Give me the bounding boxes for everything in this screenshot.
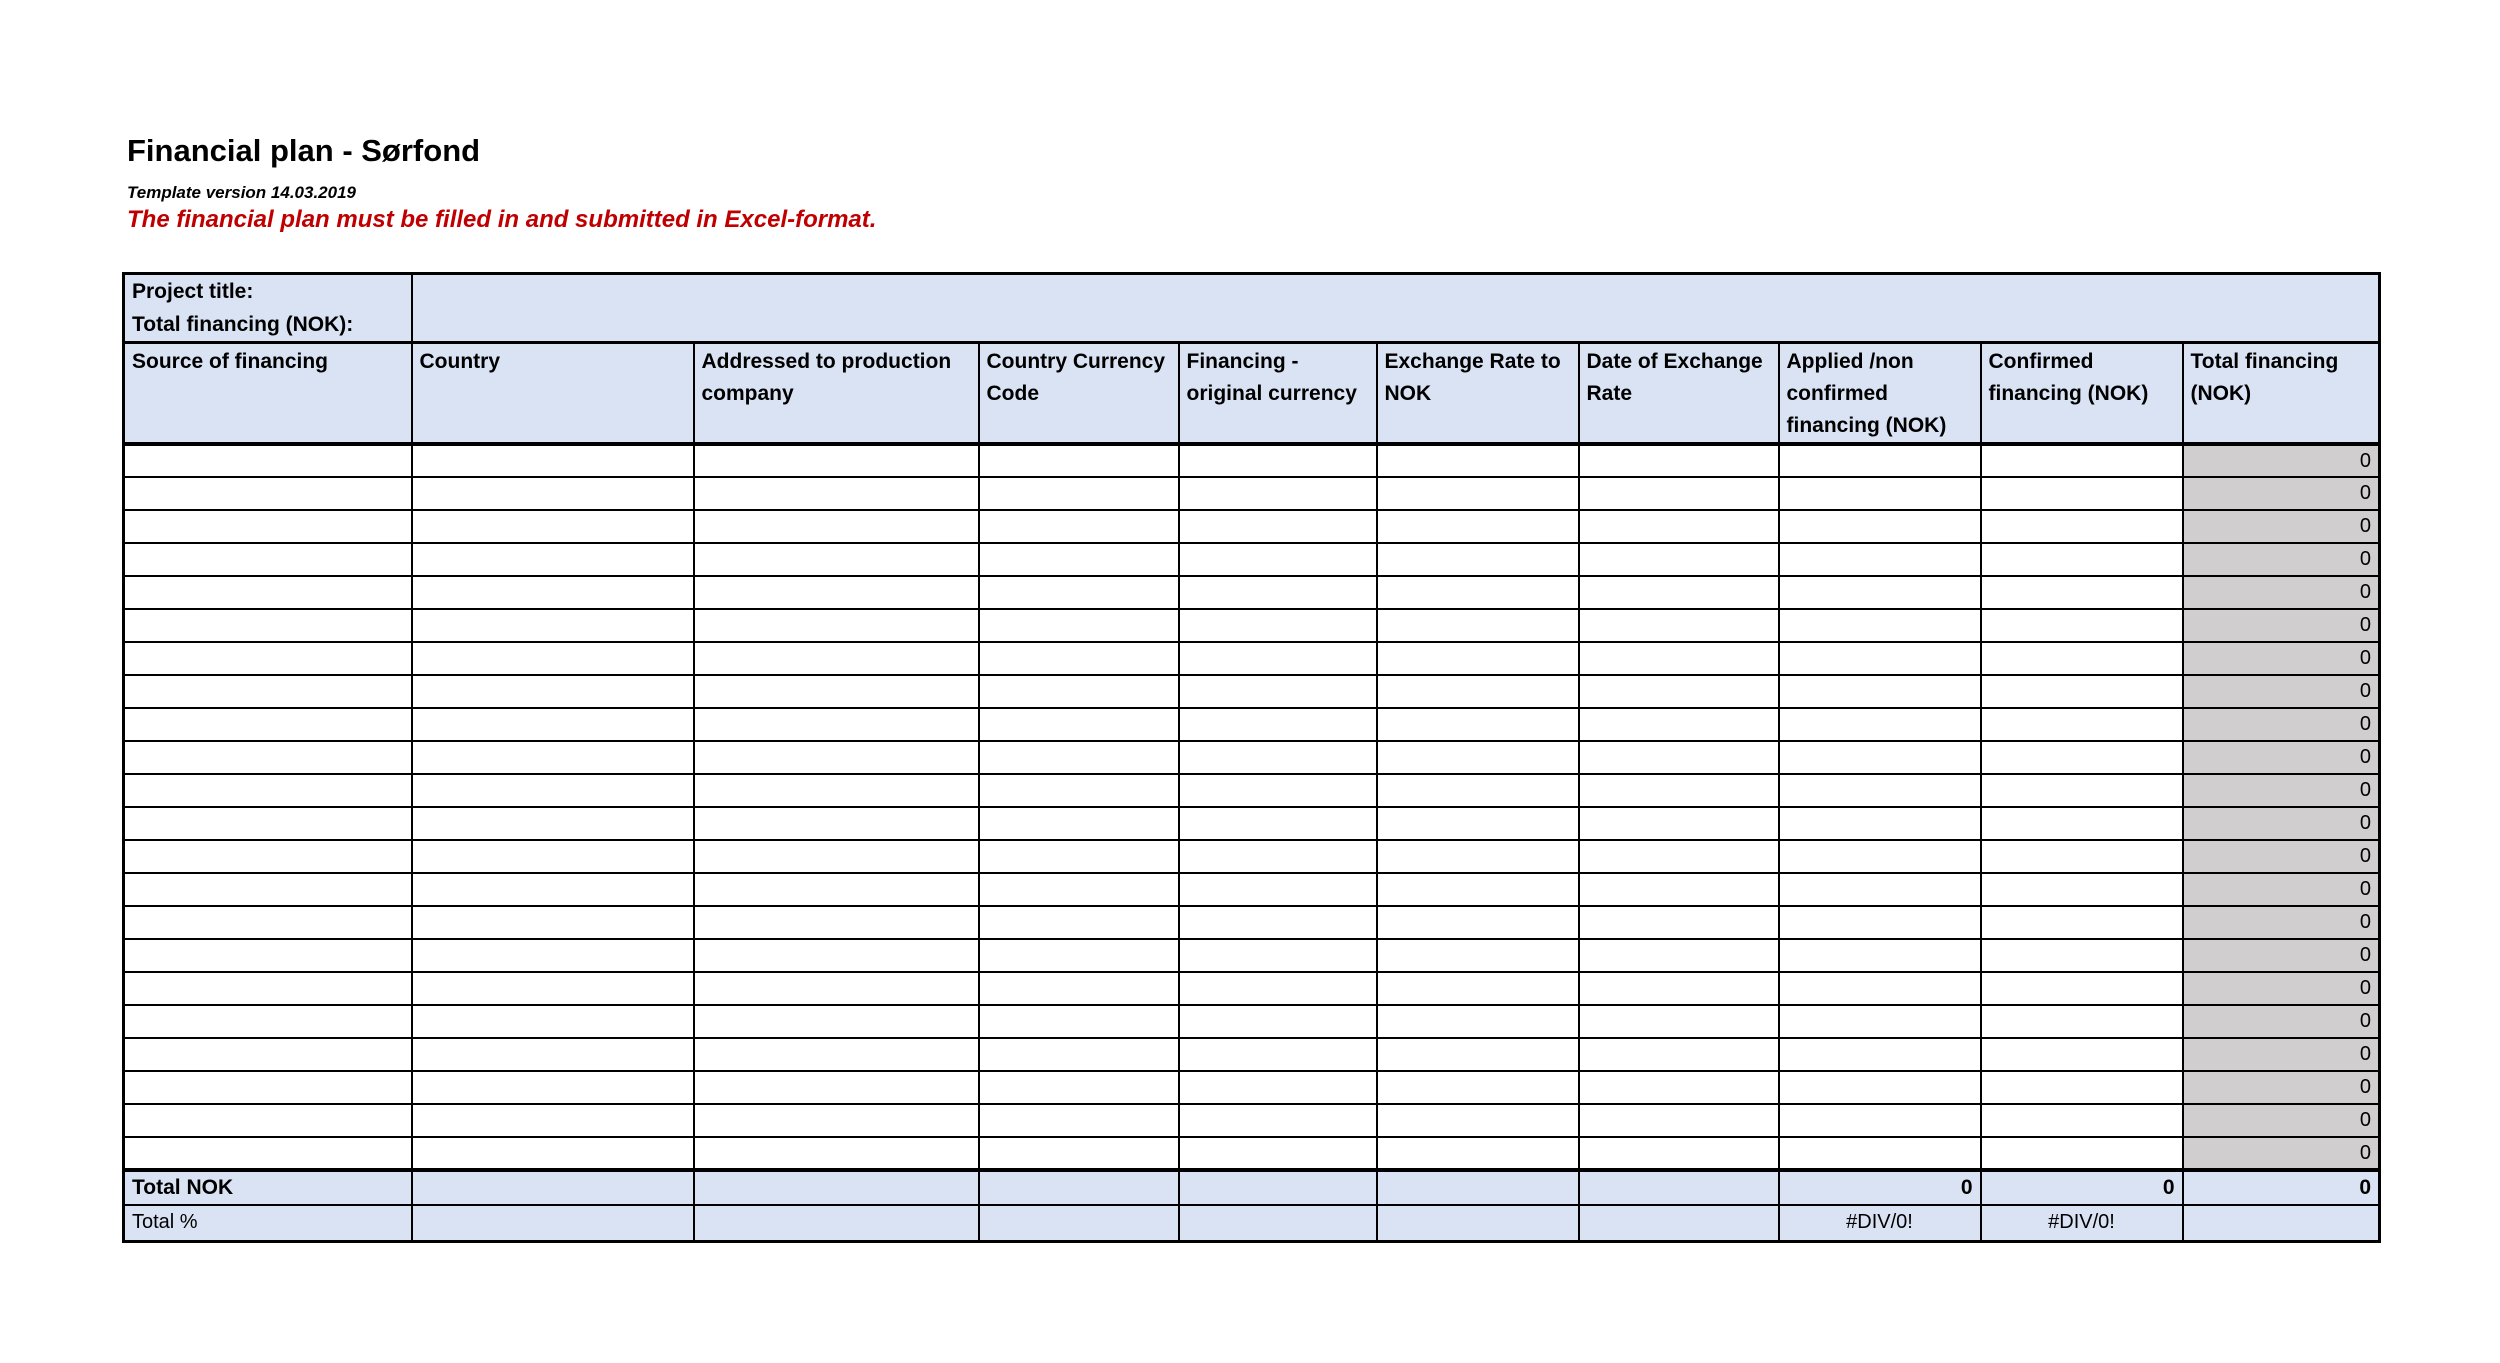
input-cell[interactable] bbox=[694, 1104, 979, 1137]
column-header-date-of-exchange-rate: Date of Exchange Rate bbox=[1579, 343, 1779, 445]
input-cell[interactable] bbox=[124, 939, 412, 972]
input-cell[interactable] bbox=[694, 510, 979, 543]
column-header-applied-non-confirmed-financing: Applied /non confirmed financing (NOK) bbox=[1779, 343, 1981, 445]
input-cell[interactable] bbox=[1981, 840, 2183, 873]
table-row bbox=[124, 444, 2380, 477]
input-cell[interactable] bbox=[412, 642, 694, 675]
input-cell[interactable] bbox=[1981, 873, 2183, 906]
input-cell[interactable] bbox=[1179, 939, 1377, 972]
input-cell[interactable] bbox=[1377, 1038, 1579, 1071]
computed-total-cell: 0 bbox=[2183, 642, 2380, 675]
computed-total-cell: 0 bbox=[2183, 1038, 2380, 1071]
computed-total-cell: 0 bbox=[2183, 576, 2380, 609]
table-body bbox=[124, 444, 2380, 1170]
input-cell[interactable] bbox=[1981, 708, 2183, 741]
input-cell[interactable] bbox=[694, 1071, 979, 1104]
input-cell[interactable] bbox=[1779, 906, 1981, 939]
input-cell[interactable] bbox=[1981, 510, 2183, 543]
computed-total-cell: 0 bbox=[2183, 1104, 2380, 1137]
input-cell[interactable] bbox=[1779, 774, 1981, 807]
input-cell[interactable] bbox=[979, 939, 1179, 972]
input-cell[interactable] bbox=[1981, 906, 2183, 939]
input-cell[interactable] bbox=[694, 675, 979, 708]
input-cell[interactable] bbox=[979, 807, 1179, 840]
computed-total-cell: 0 bbox=[2183, 939, 2380, 972]
percent-cell bbox=[694, 1205, 979, 1241]
input-cell[interactable] bbox=[979, 1104, 1179, 1137]
computed-total-cell: 0 bbox=[2183, 675, 2380, 708]
input-cell[interactable] bbox=[124, 972, 412, 1005]
input-cell[interactable] bbox=[1179, 609, 1377, 642]
computed-total-cell: 0 bbox=[2183, 1005, 2380, 1038]
input-cell[interactable] bbox=[1981, 576, 2183, 609]
input-cell[interactable] bbox=[1179, 1071, 1377, 1104]
total-cell bbox=[1579, 1170, 1779, 1205]
computed-total-cell: 0 bbox=[2183, 477, 2380, 510]
input-cell[interactable] bbox=[1579, 477, 1779, 510]
total-nok-row bbox=[124, 1170, 2380, 1205]
input-cell[interactable] bbox=[124, 840, 412, 873]
input-cell[interactable] bbox=[979, 675, 1179, 708]
input-cell[interactable] bbox=[412, 906, 694, 939]
table-row bbox=[124, 1038, 2380, 1071]
input-cell[interactable] bbox=[1377, 873, 1579, 906]
total-cell bbox=[1179, 1170, 1377, 1205]
input-cell[interactable] bbox=[979, 741, 1179, 774]
input-cell[interactable] bbox=[1377, 774, 1579, 807]
percent-confirmed-error: #DIV/0! bbox=[1981, 1205, 2183, 1241]
template-version-text: Template version 14.03.2019 bbox=[127, 183, 357, 202]
input-cell[interactable] bbox=[124, 1038, 412, 1071]
total-financing-value: 0 bbox=[2183, 1170, 2380, 1205]
input-cell[interactable] bbox=[979, 972, 1179, 1005]
input-cell[interactable] bbox=[1579, 444, 1779, 477]
total-nok-label: Total NOK bbox=[124, 1170, 412, 1205]
input-cell[interactable] bbox=[1579, 708, 1779, 741]
computed-total-cell: 0 bbox=[2183, 1137, 2380, 1170]
input-cell[interactable] bbox=[1377, 444, 1579, 477]
input-cell[interactable] bbox=[1579, 675, 1779, 708]
input-cell[interactable] bbox=[124, 906, 412, 939]
computed-total-cell: 0 bbox=[2183, 543, 2380, 576]
input-cell[interactable] bbox=[1981, 774, 2183, 807]
input-cell[interactable] bbox=[412, 939, 694, 972]
column-header-confirmed-financing: Confirmed financing (NOK) bbox=[1981, 343, 2183, 445]
input-cell[interactable] bbox=[412, 741, 694, 774]
column-header-exchange-rate-to-nok: Exchange Rate to NOK bbox=[1377, 343, 1579, 445]
input-cell[interactable] bbox=[1377, 972, 1579, 1005]
computed-total-cell: 0 bbox=[2183, 741, 2380, 774]
column-header-row bbox=[124, 343, 2380, 445]
input-cell[interactable] bbox=[1579, 1038, 1779, 1071]
column-header-addressed-to-production-company: Addressed to production company bbox=[694, 343, 979, 445]
input-cell[interactable] bbox=[1377, 477, 1579, 510]
input-cell[interactable] bbox=[979, 1005, 1179, 1038]
input-cell[interactable] bbox=[1981, 444, 2183, 477]
input-cell[interactable] bbox=[1779, 972, 1981, 1005]
column-header-country: Country bbox=[412, 343, 694, 445]
input-cell[interactable] bbox=[124, 1104, 412, 1137]
input-cell[interactable] bbox=[1779, 576, 1981, 609]
input-cell[interactable] bbox=[979, 774, 1179, 807]
input-cell[interactable] bbox=[1579, 873, 1779, 906]
input-cell[interactable] bbox=[694, 741, 979, 774]
input-cell[interactable] bbox=[694, 1005, 979, 1038]
input-cell[interactable] bbox=[1579, 1104, 1779, 1137]
input-cell[interactable] bbox=[412, 873, 694, 906]
input-cell[interactable] bbox=[694, 840, 979, 873]
input-cell[interactable] bbox=[412, 477, 694, 510]
input-cell[interactable] bbox=[1377, 840, 1579, 873]
input-cell[interactable] bbox=[1377, 1104, 1579, 1137]
input-cell[interactable] bbox=[1179, 1104, 1377, 1137]
input-cell[interactable] bbox=[1377, 1137, 1579, 1170]
input-cell[interactable] bbox=[412, 840, 694, 873]
input-cell[interactable] bbox=[124, 642, 412, 675]
input-cell[interactable] bbox=[124, 576, 412, 609]
input-cell[interactable] bbox=[124, 1137, 412, 1170]
input-cell[interactable] bbox=[1779, 543, 1981, 576]
input-cell[interactable] bbox=[1579, 609, 1779, 642]
input-cell[interactable] bbox=[412, 1071, 694, 1104]
input-cell[interactable] bbox=[1579, 642, 1779, 675]
total-cell bbox=[412, 1170, 694, 1205]
table-row bbox=[124, 774, 2380, 807]
computed-total-cell: 0 bbox=[2183, 807, 2380, 840]
input-cell[interactable] bbox=[412, 543, 694, 576]
input-cell[interactable] bbox=[694, 1137, 979, 1170]
table-row bbox=[124, 1137, 2380, 1170]
input-cell[interactable] bbox=[1179, 873, 1377, 906]
input-cell[interactable] bbox=[1779, 1071, 1981, 1104]
input-cell[interactable] bbox=[1981, 642, 2183, 675]
input-cell[interactable] bbox=[1981, 741, 2183, 774]
table-row bbox=[124, 807, 2380, 840]
input-cell[interactable] bbox=[979, 1137, 1179, 1170]
table-row bbox=[124, 675, 2380, 708]
input-cell[interactable] bbox=[1179, 840, 1377, 873]
input-cell[interactable] bbox=[412, 972, 694, 1005]
input-cell[interactable] bbox=[1579, 906, 1779, 939]
percent-cell bbox=[1377, 1205, 1579, 1241]
input-cell[interactable] bbox=[979, 708, 1179, 741]
input-cell[interactable] bbox=[694, 444, 979, 477]
input-cell[interactable] bbox=[1179, 906, 1377, 939]
input-cell[interactable] bbox=[1377, 609, 1579, 642]
input-cell[interactable] bbox=[124, 774, 412, 807]
input-cell[interactable] bbox=[1779, 609, 1981, 642]
input-cell[interactable] bbox=[1779, 675, 1981, 708]
table-row bbox=[124, 741, 2380, 774]
input-cell[interactable] bbox=[1179, 444, 1377, 477]
computed-total-cell: 0 bbox=[2183, 510, 2380, 543]
input-cell[interactable] bbox=[1981, 477, 2183, 510]
input-cell[interactable] bbox=[979, 510, 1179, 543]
input-cell[interactable] bbox=[1579, 807, 1779, 840]
input-cell[interactable] bbox=[1377, 543, 1579, 576]
input-cell[interactable] bbox=[694, 576, 979, 609]
input-cell[interactable] bbox=[124, 477, 412, 510]
input-cell[interactable] bbox=[694, 906, 979, 939]
input-cell[interactable] bbox=[124, 741, 412, 774]
input-cell[interactable] bbox=[1179, 543, 1377, 576]
input-cell[interactable] bbox=[1579, 939, 1779, 972]
total-percent-row bbox=[124, 1205, 2380, 1241]
table-row bbox=[124, 939, 2380, 972]
input-cell[interactable] bbox=[1377, 576, 1579, 609]
total-cell bbox=[979, 1170, 1179, 1205]
input-cell[interactable] bbox=[124, 873, 412, 906]
computed-total-cell: 0 bbox=[2183, 444, 2380, 477]
input-cell[interactable] bbox=[124, 609, 412, 642]
input-cell[interactable] bbox=[979, 543, 1179, 576]
input-cell[interactable] bbox=[694, 807, 979, 840]
input-cell[interactable] bbox=[124, 444, 412, 477]
input-cell[interactable] bbox=[694, 642, 979, 675]
input-cell[interactable] bbox=[1377, 708, 1579, 741]
input-cell[interactable] bbox=[979, 477, 1179, 510]
input-cell[interactable] bbox=[412, 1005, 694, 1038]
input-cell[interactable] bbox=[1779, 510, 1981, 543]
input-cell[interactable] bbox=[979, 576, 1179, 609]
computed-total-cell: 0 bbox=[2183, 1071, 2380, 1104]
input-cell[interactable] bbox=[1179, 807, 1377, 840]
input-cell[interactable] bbox=[1981, 1104, 2183, 1137]
input-cell[interactable] bbox=[1779, 1038, 1981, 1071]
input-cell[interactable] bbox=[1579, 543, 1779, 576]
input-cell[interactable] bbox=[412, 708, 694, 741]
input-cell[interactable] bbox=[1179, 1137, 1377, 1170]
input-cell[interactable] bbox=[412, 609, 694, 642]
table-row bbox=[124, 906, 2380, 939]
table-row bbox=[124, 576, 2380, 609]
input-cell[interactable] bbox=[1779, 1137, 1981, 1170]
input-cell[interactable] bbox=[694, 873, 979, 906]
input-cell[interactable] bbox=[124, 675, 412, 708]
input-cell[interactable] bbox=[1579, 741, 1779, 774]
input-cell[interactable] bbox=[1377, 939, 1579, 972]
input-cell[interactable] bbox=[1981, 1038, 2183, 1071]
input-cell[interactable] bbox=[124, 708, 412, 741]
input-cell[interactable] bbox=[1779, 1005, 1981, 1038]
input-cell[interactable] bbox=[1981, 1071, 2183, 1104]
input-cell[interactable] bbox=[1179, 972, 1377, 1005]
input-cell[interactable] bbox=[1179, 1005, 1377, 1038]
input-cell[interactable] bbox=[412, 774, 694, 807]
input-cell[interactable] bbox=[694, 774, 979, 807]
input-cell[interactable] bbox=[694, 708, 979, 741]
input-cell[interactable] bbox=[412, 675, 694, 708]
computed-total-cell: 0 bbox=[2183, 906, 2380, 939]
column-header-source-of-financing: Source of financing bbox=[124, 343, 412, 445]
percent-cell bbox=[2183, 1205, 2380, 1241]
input-cell[interactable] bbox=[979, 444, 1179, 477]
input-cell[interactable] bbox=[1377, 906, 1579, 939]
input-cell[interactable] bbox=[694, 939, 979, 972]
input-cell[interactable] bbox=[1981, 1137, 2183, 1170]
total-cell bbox=[694, 1170, 979, 1205]
input-cell[interactable] bbox=[1779, 939, 1981, 972]
input-cell[interactable] bbox=[979, 840, 1179, 873]
input-cell[interactable] bbox=[1579, 576, 1779, 609]
percent-cell bbox=[412, 1205, 694, 1241]
input-cell[interactable] bbox=[979, 906, 1179, 939]
table-row bbox=[124, 510, 2380, 543]
input-cell[interactable] bbox=[412, 510, 694, 543]
input-cell[interactable] bbox=[694, 477, 979, 510]
input-cell[interactable] bbox=[1377, 1071, 1579, 1104]
input-cell[interactable] bbox=[1779, 444, 1981, 477]
input-cell[interactable] bbox=[1981, 543, 2183, 576]
input-cell[interactable] bbox=[1579, 840, 1779, 873]
input-cell[interactable] bbox=[412, 1104, 694, 1137]
input-cell[interactable] bbox=[1779, 741, 1981, 774]
computed-total-cell: 0 bbox=[2183, 609, 2380, 642]
input-cell[interactable] bbox=[1579, 1137, 1779, 1170]
column-header-total-financing: Total financing (NOK) bbox=[2183, 343, 2380, 445]
input-cell[interactable] bbox=[1377, 1005, 1579, 1038]
column-header-financing-original-currency: Financing - original currency bbox=[1179, 343, 1377, 445]
input-cell[interactable] bbox=[124, 510, 412, 543]
page-title: Financial plan - Sørfond bbox=[127, 133, 481, 168]
percent-cell bbox=[1179, 1205, 1377, 1241]
total-confirmed-value: 0 bbox=[1981, 1170, 2183, 1205]
percent-cell bbox=[1579, 1205, 1779, 1241]
input-cell[interactable] bbox=[1779, 1104, 1981, 1137]
table-row bbox=[124, 873, 2380, 906]
input-cell[interactable] bbox=[1981, 972, 2183, 1005]
input-cell[interactable] bbox=[1377, 675, 1579, 708]
input-cell[interactable] bbox=[1579, 510, 1779, 543]
input-cell[interactable] bbox=[1579, 972, 1779, 1005]
computed-total-cell: 0 bbox=[2183, 774, 2380, 807]
input-cell[interactable] bbox=[124, 1071, 412, 1104]
input-cell[interactable] bbox=[694, 609, 979, 642]
input-cell[interactable] bbox=[124, 807, 412, 840]
input-cell[interactable] bbox=[1779, 477, 1981, 510]
input-cell[interactable] bbox=[694, 543, 979, 576]
input-cell[interactable] bbox=[979, 642, 1179, 675]
notice-text: The financial plan must be filled in and submitted in Excel-format. bbox=[127, 206, 877, 233]
input-cell[interactable] bbox=[979, 1071, 1179, 1104]
input-cell[interactable] bbox=[1779, 840, 1981, 873]
input-cell[interactable] bbox=[1179, 642, 1377, 675]
computed-total-cell: 0 bbox=[2183, 708, 2380, 741]
input-cell[interactable] bbox=[1377, 510, 1579, 543]
percent-applied-error: #DIV/0! bbox=[1779, 1205, 1981, 1241]
input-cell[interactable] bbox=[694, 1038, 979, 1071]
table-row bbox=[124, 708, 2380, 741]
total-cell bbox=[1377, 1170, 1579, 1205]
info-value-cell[interactable] bbox=[412, 274, 2380, 343]
input-cell[interactable] bbox=[1981, 939, 2183, 972]
input-cell[interactable] bbox=[1579, 1071, 1779, 1104]
input-cell[interactable] bbox=[979, 1038, 1179, 1071]
computed-total-cell: 0 bbox=[2183, 873, 2380, 906]
table-row bbox=[124, 477, 2380, 510]
table-row bbox=[124, 642, 2380, 675]
input-cell[interactable] bbox=[1377, 642, 1579, 675]
input-cell[interactable] bbox=[1179, 576, 1377, 609]
info-block-row bbox=[124, 274, 2380, 343]
input-cell[interactable] bbox=[1779, 642, 1981, 675]
input-cell[interactable] bbox=[412, 1137, 694, 1170]
total-financing-label: Total financing (NOK): bbox=[132, 313, 354, 336]
table-row bbox=[124, 1005, 2380, 1038]
input-cell[interactable] bbox=[1981, 1005, 2183, 1038]
input-cell[interactable] bbox=[412, 1038, 694, 1071]
financial-plan-table bbox=[122, 272, 2381, 1243]
table-row bbox=[124, 1104, 2380, 1137]
input-cell[interactable] bbox=[1779, 873, 1981, 906]
input-cell[interactable] bbox=[1377, 807, 1579, 840]
table-row bbox=[124, 840, 2380, 873]
input-cell[interactable] bbox=[412, 576, 694, 609]
input-cell[interactable] bbox=[1179, 477, 1377, 510]
input-cell[interactable] bbox=[694, 972, 979, 1005]
computed-total-cell: 0 bbox=[2183, 972, 2380, 1005]
input-cell[interactable] bbox=[1579, 1005, 1779, 1038]
computed-total-cell: 0 bbox=[2183, 840, 2380, 873]
input-cell[interactable] bbox=[1981, 675, 2183, 708]
input-cell[interactable] bbox=[1981, 609, 2183, 642]
input-cell[interactable] bbox=[412, 444, 694, 477]
input-cell[interactable] bbox=[979, 609, 1179, 642]
input-cell[interactable] bbox=[1179, 708, 1377, 741]
table-row bbox=[124, 543, 2380, 576]
input-cell[interactable] bbox=[1179, 1038, 1377, 1071]
total-applied-value: 0 bbox=[1779, 1170, 1981, 1205]
info-labels-cell bbox=[124, 274, 412, 343]
column-header-country-currency-code: Country Currency Code bbox=[979, 343, 1179, 445]
project-title-label: Project title: bbox=[132, 280, 254, 303]
table-row bbox=[124, 1071, 2380, 1104]
input-cell[interactable] bbox=[1579, 774, 1779, 807]
total-percent-label: Total % bbox=[124, 1205, 412, 1241]
percent-cell bbox=[979, 1205, 1179, 1241]
table-row bbox=[124, 609, 2380, 642]
input-cell[interactable] bbox=[1779, 708, 1981, 741]
input-cell[interactable] bbox=[1981, 807, 2183, 840]
table-row bbox=[124, 972, 2380, 1005]
input-cell[interactable] bbox=[1179, 675, 1377, 708]
input-cell[interactable] bbox=[1377, 741, 1579, 774]
input-cell[interactable] bbox=[1179, 774, 1377, 807]
input-cell[interactable] bbox=[412, 807, 694, 840]
input-cell[interactable] bbox=[124, 1005, 412, 1038]
input-cell[interactable] bbox=[1179, 510, 1377, 543]
input-cell[interactable] bbox=[1779, 807, 1981, 840]
input-cell[interactable] bbox=[1179, 741, 1377, 774]
input-cell[interactable] bbox=[124, 543, 412, 576]
input-cell[interactable] bbox=[979, 873, 1179, 906]
